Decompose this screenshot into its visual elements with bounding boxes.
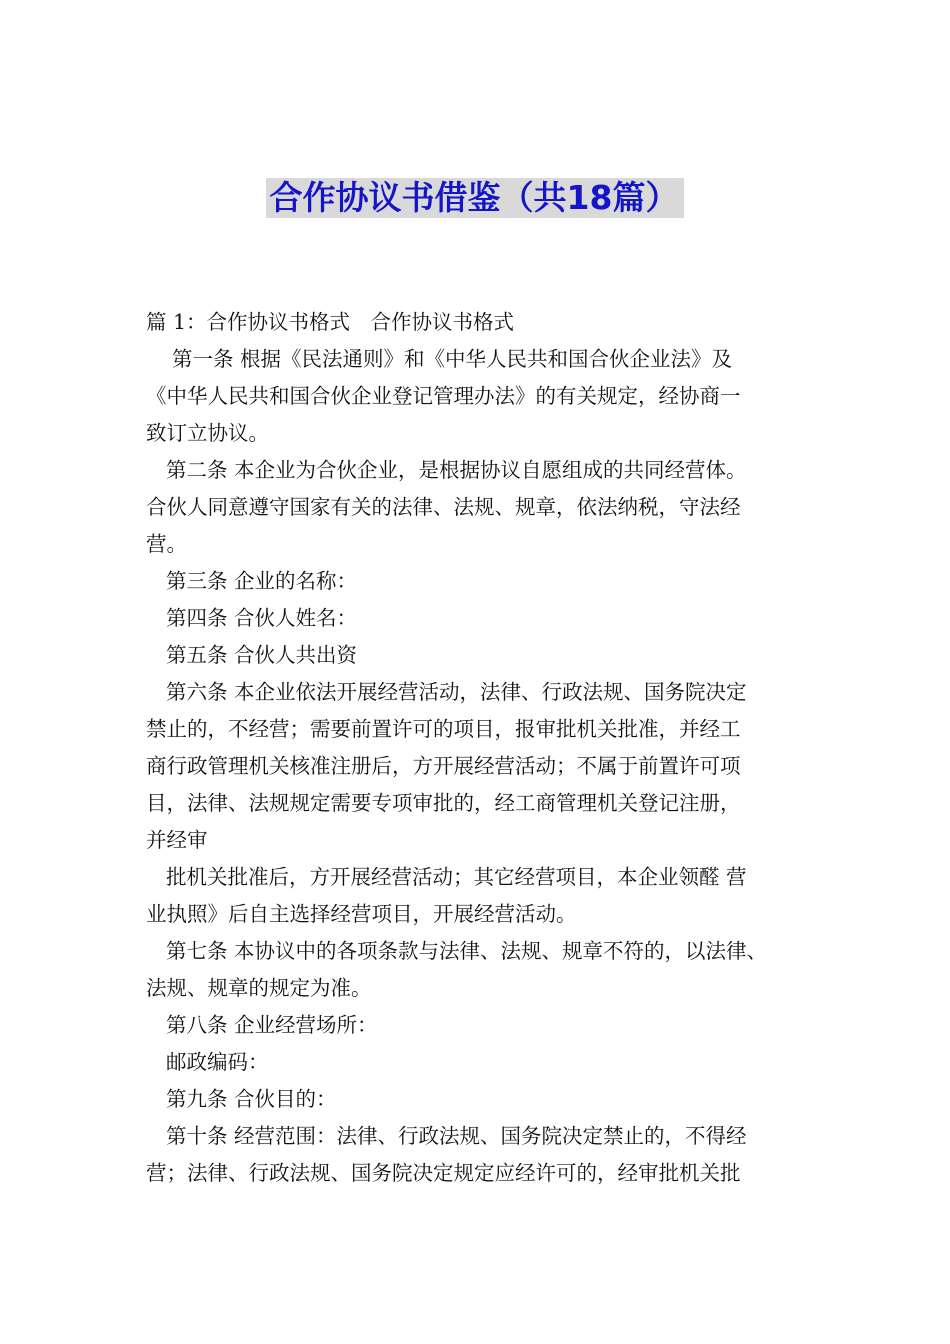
text-line: 第一条 根据《民法通则》和《中华人民共和国合伙企业法》及	[172, 347, 733, 371]
text-line: 第四条 合伙人姓名：	[166, 606, 358, 630]
text-line: 法规、规章的规定为准。	[146, 976, 372, 1000]
text-line: 第七条 本协议中的各项条款与法律、法规、规章不符的，以法律、	[166, 939, 768, 963]
text-line: 第二条 本企业为合伙企业，是根据协议自愿组成的共同经营体。	[166, 458, 747, 482]
text-line: 并经审	[146, 828, 208, 852]
text-line: 《中华人民共和国合伙企业登记管理办法》的有关规定，经协商一	[146, 384, 741, 408]
text-line: 合伙人同意遵守国家有关的法律、法规、规章，依法纳税，守法经	[146, 495, 741, 519]
text-line: 业执照》后自主选择经营项目，开展经营活动。	[146, 902, 577, 926]
text-line: 第十条 经营范围：法律、行政法规、国务院决定禁止的，不得经	[166, 1124, 747, 1148]
text-line: 目，法律、法规规定需要专项审批的，经工商管理机关登记注册，	[146, 791, 741, 815]
text-line: 商行政管理机关核准注册后，方开展经营活动；不属于前置许可项	[146, 754, 741, 778]
text-line: 第五条 合伙人共出资	[166, 643, 358, 667]
text-line: 第六条 本企业依法开展经营活动，法律、行政法规、国务院决定	[166, 680, 747, 704]
text-line: 邮政编码：	[166, 1050, 269, 1074]
text-line: 营。	[146, 532, 187, 556]
title-wrapper	[0, 178, 950, 218]
text-line: 篇 1：合作协议书格式 合作协议书格式	[146, 310, 515, 334]
text-line: 致订立协议。	[146, 421, 269, 445]
text-line: 第九条 合伙目的：	[166, 1087, 337, 1111]
text-line: 禁止的，不经营；需要前置许可的项目，报审批机关批准，并经工	[146, 717, 741, 741]
document-title: 合作协议书借鉴（共18篇）	[266, 178, 685, 218]
text-line: 批机关批准后，方开展经营活动；其它经营项目，本企业领醛 营	[166, 865, 747, 889]
text-line: 第八条 企业经营场所：	[166, 1013, 378, 1037]
text-line: 营；法律、行政法规、国务院决定规定应经许可的，经审批机关批	[146, 1161, 741, 1185]
document-body	[146, 304, 826, 1192]
text-line: 第三条 企业的名称：	[166, 569, 358, 593]
